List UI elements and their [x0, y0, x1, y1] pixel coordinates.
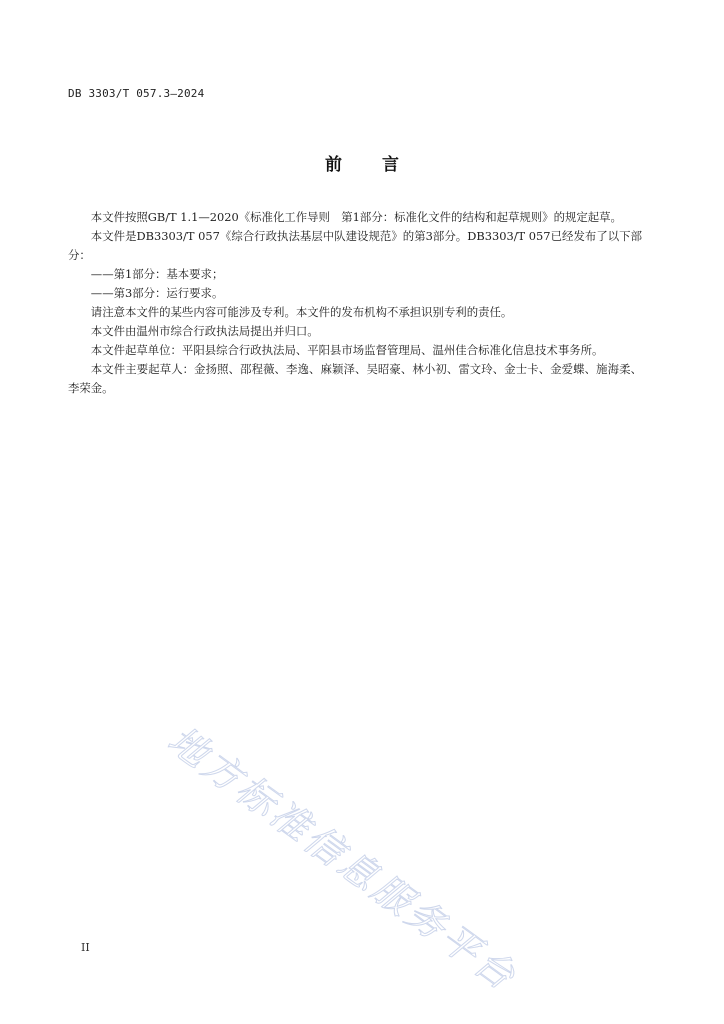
title-char-2: 言: [382, 155, 399, 175]
foreword-body: [68, 208, 642, 398]
paragraph-drafting-units: 本文件起草单位：平阳县综合行政执法局、平阳县市场监督管理局、温州佳合标准化信息技术事务所。: [90, 343, 604, 357]
paragraph-drafting-rules: 本文件按照GB/T 1.1—2020《标准化工作导则 第1部分：标准化文件的结构和起草规则》的规定起草。: [90, 210, 622, 224]
title-char-1: 前: [325, 155, 342, 175]
paragraph-series-parts: 本文件是DB3303/T 057《综合行政执法基层中队建设规范》的第3部分。DB3303/T 057已经发布了以下部分：: [68, 229, 642, 262]
paragraph-patent-notice: 请注意本文件的某些内容可能涉及专利。本文件的发布机构不承担识别专利的责任。: [90, 305, 513, 319]
page-number: II: [81, 941, 90, 954]
page-title: [0, 150, 724, 175]
list-item-part-1: ——第1部分：基本要求；: [90, 267, 224, 281]
list-item-part-3: ——第3部分：运行要求。: [90, 286, 224, 300]
paragraph-proposer: 本文件由温州市综合行政执法局提出并归口。: [90, 324, 319, 338]
paragraph-drafters: 本文件主要起草人：金扬照、邵程薇、李逸、麻颖泽、吴昭豪、林小初、雷文玲、金士卡、金爱蝶、施海柔、李荣金。: [68, 362, 642, 395]
watermark: 地方标准信息服务平台: [160, 717, 526, 1001]
document-code: DB 3303/T 057.3—2024: [68, 87, 205, 100]
